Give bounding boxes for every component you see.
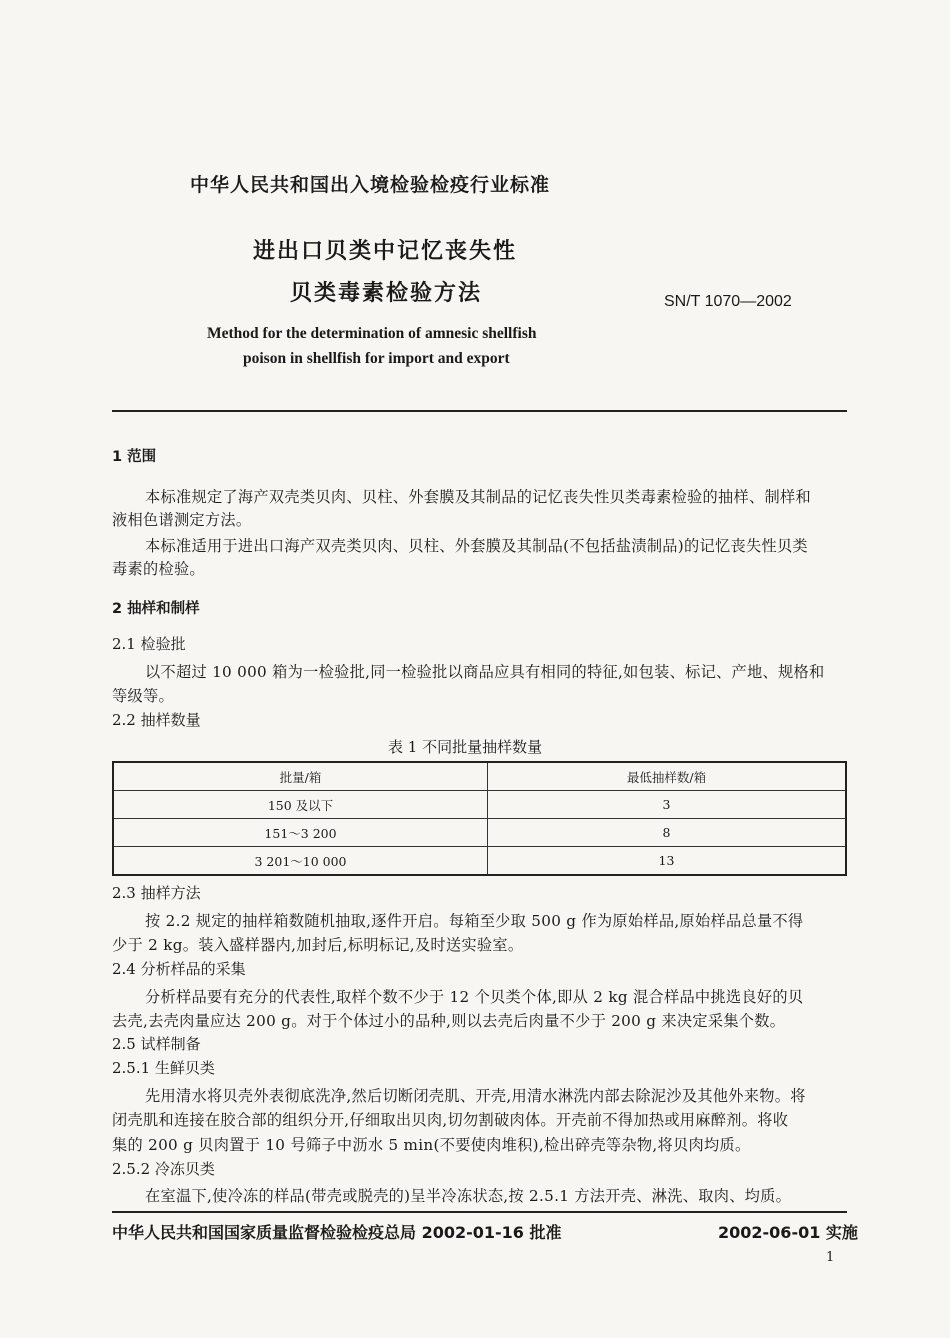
table-header-cell: 最低抽样数/箱 bbox=[488, 762, 847, 791]
page-number: 1 bbox=[826, 1250, 835, 1265]
section-1-paragraph-1-line-1: 本标准规定了海产双壳类贝肉、贝柱、外套膜及其制品的记忆丧失性贝类毒素检验的抽样、制样和 bbox=[145, 488, 811, 506]
section-2-5-2-line-1: 在室温下,使冷冻的样品(带壳或脱壳的)呈半冷冻状态,按 2.5.1 方法开壳、淋洗、取肉、均质。 bbox=[145, 1187, 792, 1205]
english-title-line-1: Method for the determination of amnesic shellfish bbox=[207, 325, 537, 342]
section-2-4-heading: 2.4 分析样品的采集 bbox=[112, 960, 246, 978]
section-2-5-1-line-2: 闭壳肌和连接在胶合部的组织分开,仔细取出贝肉,切勿割破肉体。开壳前不得加热或用麻醉剂。将收 bbox=[112, 1111, 789, 1129]
section-2-4-line-1: 分析样品要有充分的代表性,取样个数不少于 12 个贝类个体,即从 2 kg 混合样品中挑选良好的贝 bbox=[145, 988, 804, 1006]
table-header-row bbox=[113, 762, 846, 791]
effective-date: 2002-06-01 实施 bbox=[718, 1223, 858, 1242]
section-2-1-heading: 2.1 检验批 bbox=[112, 635, 186, 653]
table-cell: 151～3 200 bbox=[113, 819, 488, 847]
table-cell: 13 bbox=[488, 847, 847, 876]
table-cell: 3 201～10 000 bbox=[113, 847, 488, 876]
table-row bbox=[113, 791, 846, 819]
title-line-1: 进出口贝类中记忆丧失性 bbox=[253, 239, 518, 264]
section-2-3-line-2: 少于 2 kg。装入盛样器内,加封后,标明标记,及时送实验室。 bbox=[112, 936, 524, 954]
section-2-heading: 2 抽样和制样 bbox=[112, 601, 200, 617]
section-1-paragraph-2-line-2: 毒素的检验。 bbox=[112, 560, 205, 578]
table-1 bbox=[112, 761, 847, 876]
section-2-1-line-2: 等级等。 bbox=[112, 687, 174, 705]
table-cell: 150 及以下 bbox=[113, 791, 488, 819]
footer-divider bbox=[112, 1211, 847, 1213]
standard-number: SN/T 1070—2002 bbox=[664, 293, 792, 310]
section-2-5-1-heading: 2.5.1 生鲜贝类 bbox=[112, 1059, 215, 1077]
table-header-cell: 批量/箱 bbox=[113, 762, 488, 791]
table-cell: 8 bbox=[488, 819, 847, 847]
header-divider bbox=[112, 410, 847, 412]
english-title-line-2: poison in shellfish for import and export bbox=[243, 350, 510, 367]
table-row bbox=[113, 847, 846, 876]
section-2-3-line-1: 按 2.2 规定的抽样箱数随机抽取,逐件开启。每箱至少取 500 g 作为原始样品,原始样品总量不得 bbox=[145, 912, 804, 930]
section-2-1-line-1: 以不超过 10 000 箱为一检验批,同一检验批以商品应具有相同的特征,如包装、标记、产地、规格和 bbox=[145, 663, 825, 681]
section-2-3-heading: 2.3 抽样方法 bbox=[112, 884, 201, 902]
title-line-2: 贝类毒素检验方法 bbox=[290, 281, 483, 306]
section-2-5-1-line-3: 集的 200 g 贝肉置于 10 号筛子中沥水 5 min(不要使肉堆积),检出碎壳等杂物,将贝肉均质。 bbox=[112, 1136, 751, 1154]
section-1-paragraph-1-line-2: 液相色谱测定方法。 bbox=[112, 511, 252, 529]
table-row bbox=[113, 819, 846, 847]
section-2-5-heading: 2.5 试样制备 bbox=[112, 1035, 201, 1053]
standard-category: 中华人民共和国出入境检验检疫行业标准 bbox=[190, 174, 551, 196]
section-1-paragraph-2-line-1: 本标准适用于进出口海产双壳类贝肉、贝柱、外套膜及其制品(不包括盐渍制品)的记忆丧失性贝类 bbox=[145, 537, 808, 555]
section-2-5-1-line-1: 先用清水将贝壳外表彻底洗净,然后切断闭壳肌、开壳,用清水淋洗内部去除泥沙及其他外来物。将 bbox=[145, 1087, 806, 1105]
section-2-2-heading: 2.2 抽样数量 bbox=[112, 711, 201, 729]
section-2-5-2-heading: 2.5.2 冷冻贝类 bbox=[112, 1160, 215, 1178]
section-2-4-line-2: 去壳,去壳肉量应达 200 g。对于个体过小的品种,则以去壳后肉量不少于 200 g 来决定采集个数。 bbox=[112, 1012, 786, 1030]
section-1-heading: 1 范围 bbox=[112, 449, 157, 465]
approval-issuer: 中华人民共和国国家质量监督检验检疫总局 2002-01-16 批准 bbox=[112, 1223, 562, 1242]
table-cell: 3 bbox=[488, 791, 847, 819]
table-1-caption: 表 1 不同批量抽样数量 bbox=[388, 738, 543, 756]
